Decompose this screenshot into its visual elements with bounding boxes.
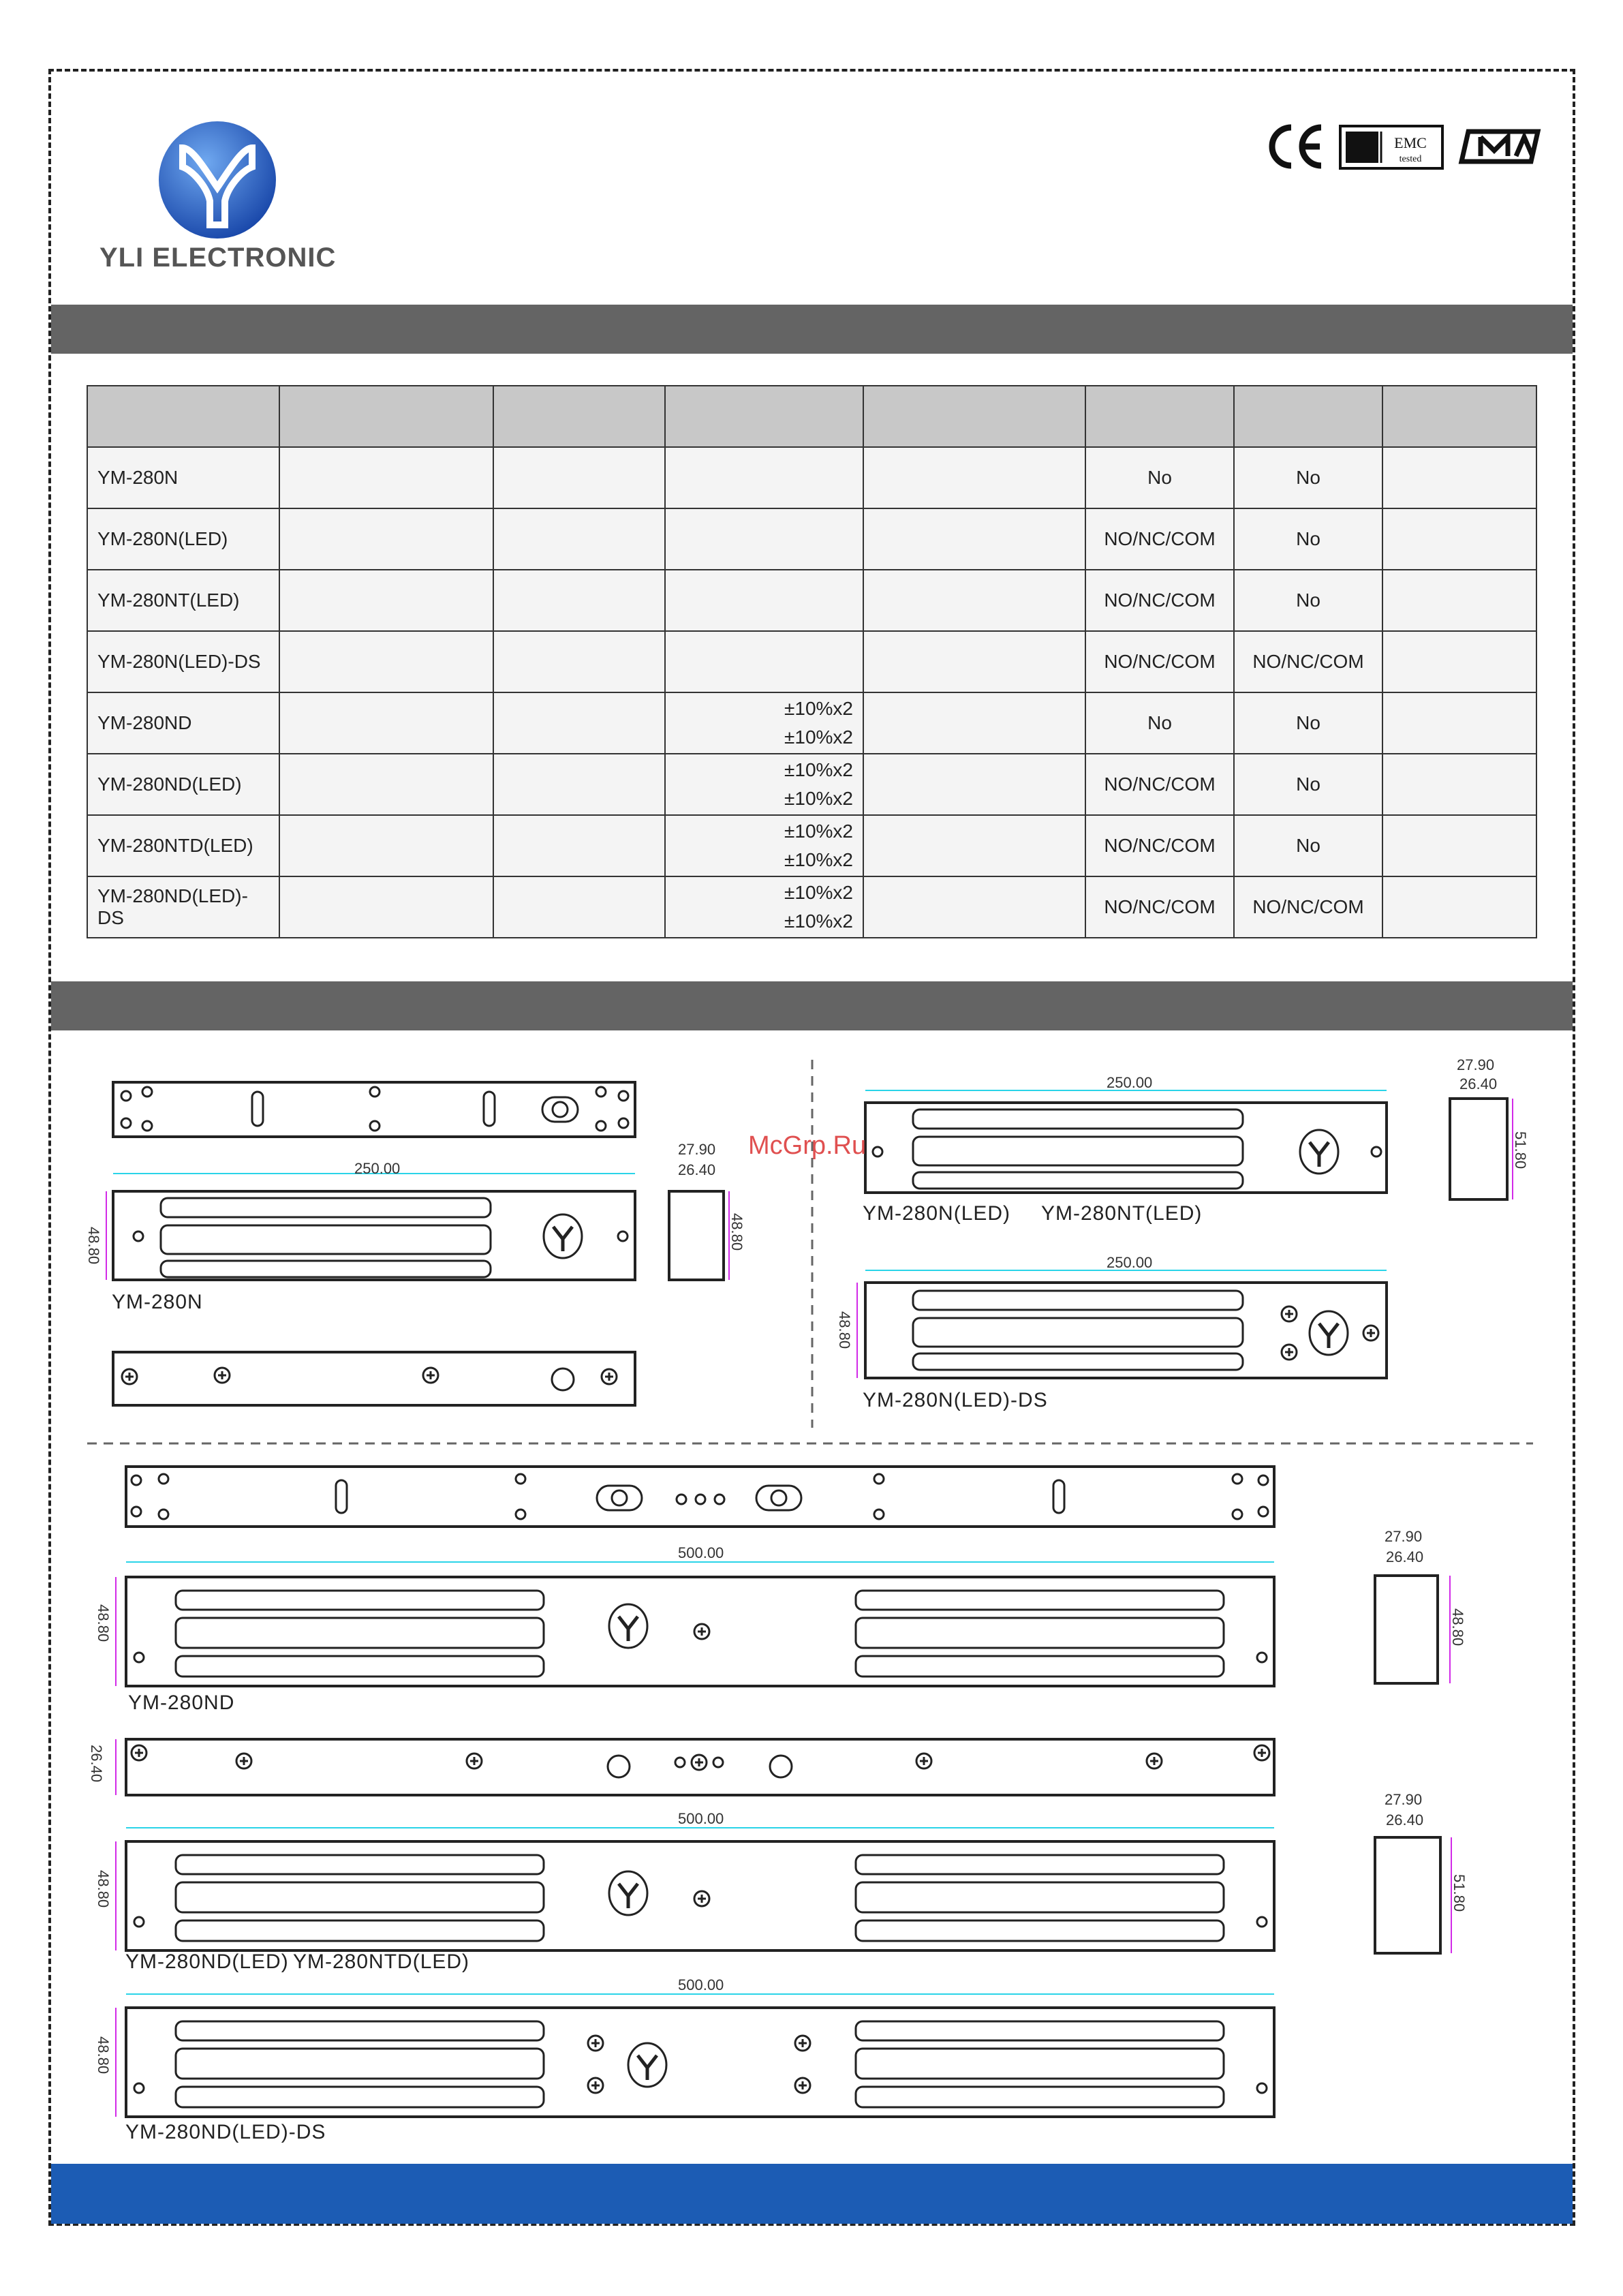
- watermark: McGrp.Ru: [748, 1131, 867, 1160]
- label-ym280nd-led-ds: YM-280ND(LED)-DS: [125, 2121, 326, 2143]
- sensor-cell: No: [1234, 508, 1382, 570]
- output-cell: NO/NC/COM: [1085, 754, 1234, 815]
- sensor-cell: No: [1234, 447, 1382, 508]
- output-cell: NO/NC/COM: [1085, 631, 1234, 692]
- model-cell: YM-280ND: [87, 692, 279, 754]
- model-cell: YM-280N: [87, 447, 279, 508]
- dim-height: 48.80: [728, 1213, 745, 1251]
- dim-width: 27.90: [1457, 1056, 1495, 1073]
- voltage-line: ±10%x2: [784, 882, 853, 903]
- dim-width-inner: 26.40: [1386, 1548, 1424, 1565]
- voltage-line: ±10%x2: [784, 788, 853, 809]
- voltage-line: ±10%x2: [784, 759, 853, 780]
- dim-height: 48.80: [85, 1227, 102, 1265]
- ym280n-led-front-view: [865, 1074, 1387, 1193]
- ym280n-front-view: [85, 1160, 635, 1280]
- dim-plate: 26.40: [88, 1745, 105, 1783]
- dim-height: 51.80: [1512, 1131, 1529, 1169]
- ym280nd-led-front-view: [95, 1810, 1274, 1950]
- label-ym280n-led: YM-280N(LED): [863, 1202, 1011, 1225]
- dim-width-inner: 26.40: [678, 1161, 716, 1178]
- voltage-line: ±10%x2: [784, 910, 853, 932]
- dim-height: 48.80: [836, 1311, 853, 1349]
- dim-width-inner: 26.40: [1386, 1811, 1424, 1828]
- dim-length: 500.00: [678, 1544, 724, 1561]
- model-cell: YM-280N(LED): [87, 508, 279, 570]
- label-ym280n: YM-280N: [112, 1291, 203, 1313]
- model-cell: YM-280ND(LED)-DS: [87, 876, 279, 938]
- ym280nd-led-side-view: [1375, 1791, 1468, 1953]
- footer-band: [51, 2164, 1573, 2224]
- model-cell: YM-280N(LED)-DS: [87, 631, 279, 692]
- model-cell: YM-280ND(LED): [87, 754, 279, 815]
- sensor-cell: No: [1234, 570, 1382, 631]
- sensor-cell: NO/NC/COM: [1234, 876, 1382, 938]
- output-cell: NO/NC/COM: [1085, 570, 1234, 631]
- dim-height: 48.80: [95, 2036, 112, 2075]
- emc-text: EMC: [1394, 134, 1427, 151]
- ym280n-led-side-view: [1450, 1056, 1529, 1199]
- dim-height: 51.80: [1451, 1874, 1468, 1912]
- dim-width: 27.90: [1385, 1791, 1423, 1808]
- dim-length: 250.00: [354, 1160, 401, 1177]
- ym280nd-mount-plate: [126, 1467, 1274, 1527]
- sensor-cell: NO/NC/COM: [1234, 631, 1382, 692]
- dim-height: 48.80: [1449, 1608, 1466, 1647]
- voltage-line: ±10%x2: [784, 726, 853, 748]
- dim-width: 27.90: [678, 1141, 716, 1158]
- label-ym280nd-led: YM-280ND(LED): [125, 1950, 289, 1973]
- dim-length: 250.00: [1107, 1074, 1153, 1091]
- ym280n-side-view: [669, 1141, 745, 1280]
- model-cell: YM-280NT(LED): [87, 570, 279, 631]
- sensor-cell: No: [1234, 692, 1382, 754]
- label-ym280ntd-led: YM-280NTD(LED): [293, 1950, 470, 1973]
- model-cell: YM-280NTD(LED): [87, 815, 279, 876]
- brand-name: YLI ELECTRONIC: [99, 243, 337, 273]
- dim-height: 48.80: [95, 1870, 112, 1908]
- dim-height: 48.80: [95, 1604, 112, 1642]
- output-cell: No: [1085, 447, 1234, 508]
- voltage-line: ±10%x2: [784, 849, 853, 870]
- ym280nd-led-ds-front-view: [95, 1976, 1274, 2117]
- emc-tested-text: tested: [1399, 154, 1422, 164]
- dim-width: 27.90: [1385, 1528, 1423, 1545]
- output-cell: NO/NC/COM: [1085, 508, 1234, 570]
- label-ym280nt-led: YM-280NT(LED): [1041, 1202, 1203, 1225]
- label-ym280nd: YM-280ND: [128, 1692, 235, 1714]
- voltage-line: ±10%x2: [784, 821, 853, 842]
- dim-width-inner: 26.40: [1459, 1075, 1498, 1092]
- output-cell: NO/NC/COM: [1085, 876, 1234, 938]
- voltage-line: ±10%x2: [784, 698, 853, 719]
- output-cell: No: [1085, 692, 1234, 754]
- sensor-cell: No: [1234, 815, 1382, 876]
- ym280n-led-ds-front-view: [836, 1254, 1387, 1378]
- output-cell: NO/NC/COM: [1085, 815, 1234, 876]
- ym280n-mount-plate: [113, 1082, 635, 1137]
- label-ym280n-led-ds: YM-280N(LED)-DS: [863, 1389, 1048, 1411]
- dim-length: 500.00: [678, 1810, 724, 1827]
- dim-length: 250.00: [1107, 1254, 1153, 1271]
- ym280nd-bottom-plate: [88, 1739, 1274, 1795]
- ym280nd-front-view: [95, 1544, 1274, 1686]
- ym280nd-side-view: [1375, 1528, 1466, 1683]
- ym280n-bottom-plate: [113, 1352, 635, 1405]
- sensor-cell: No: [1234, 754, 1382, 815]
- dim-length: 500.00: [678, 1976, 724, 1993]
